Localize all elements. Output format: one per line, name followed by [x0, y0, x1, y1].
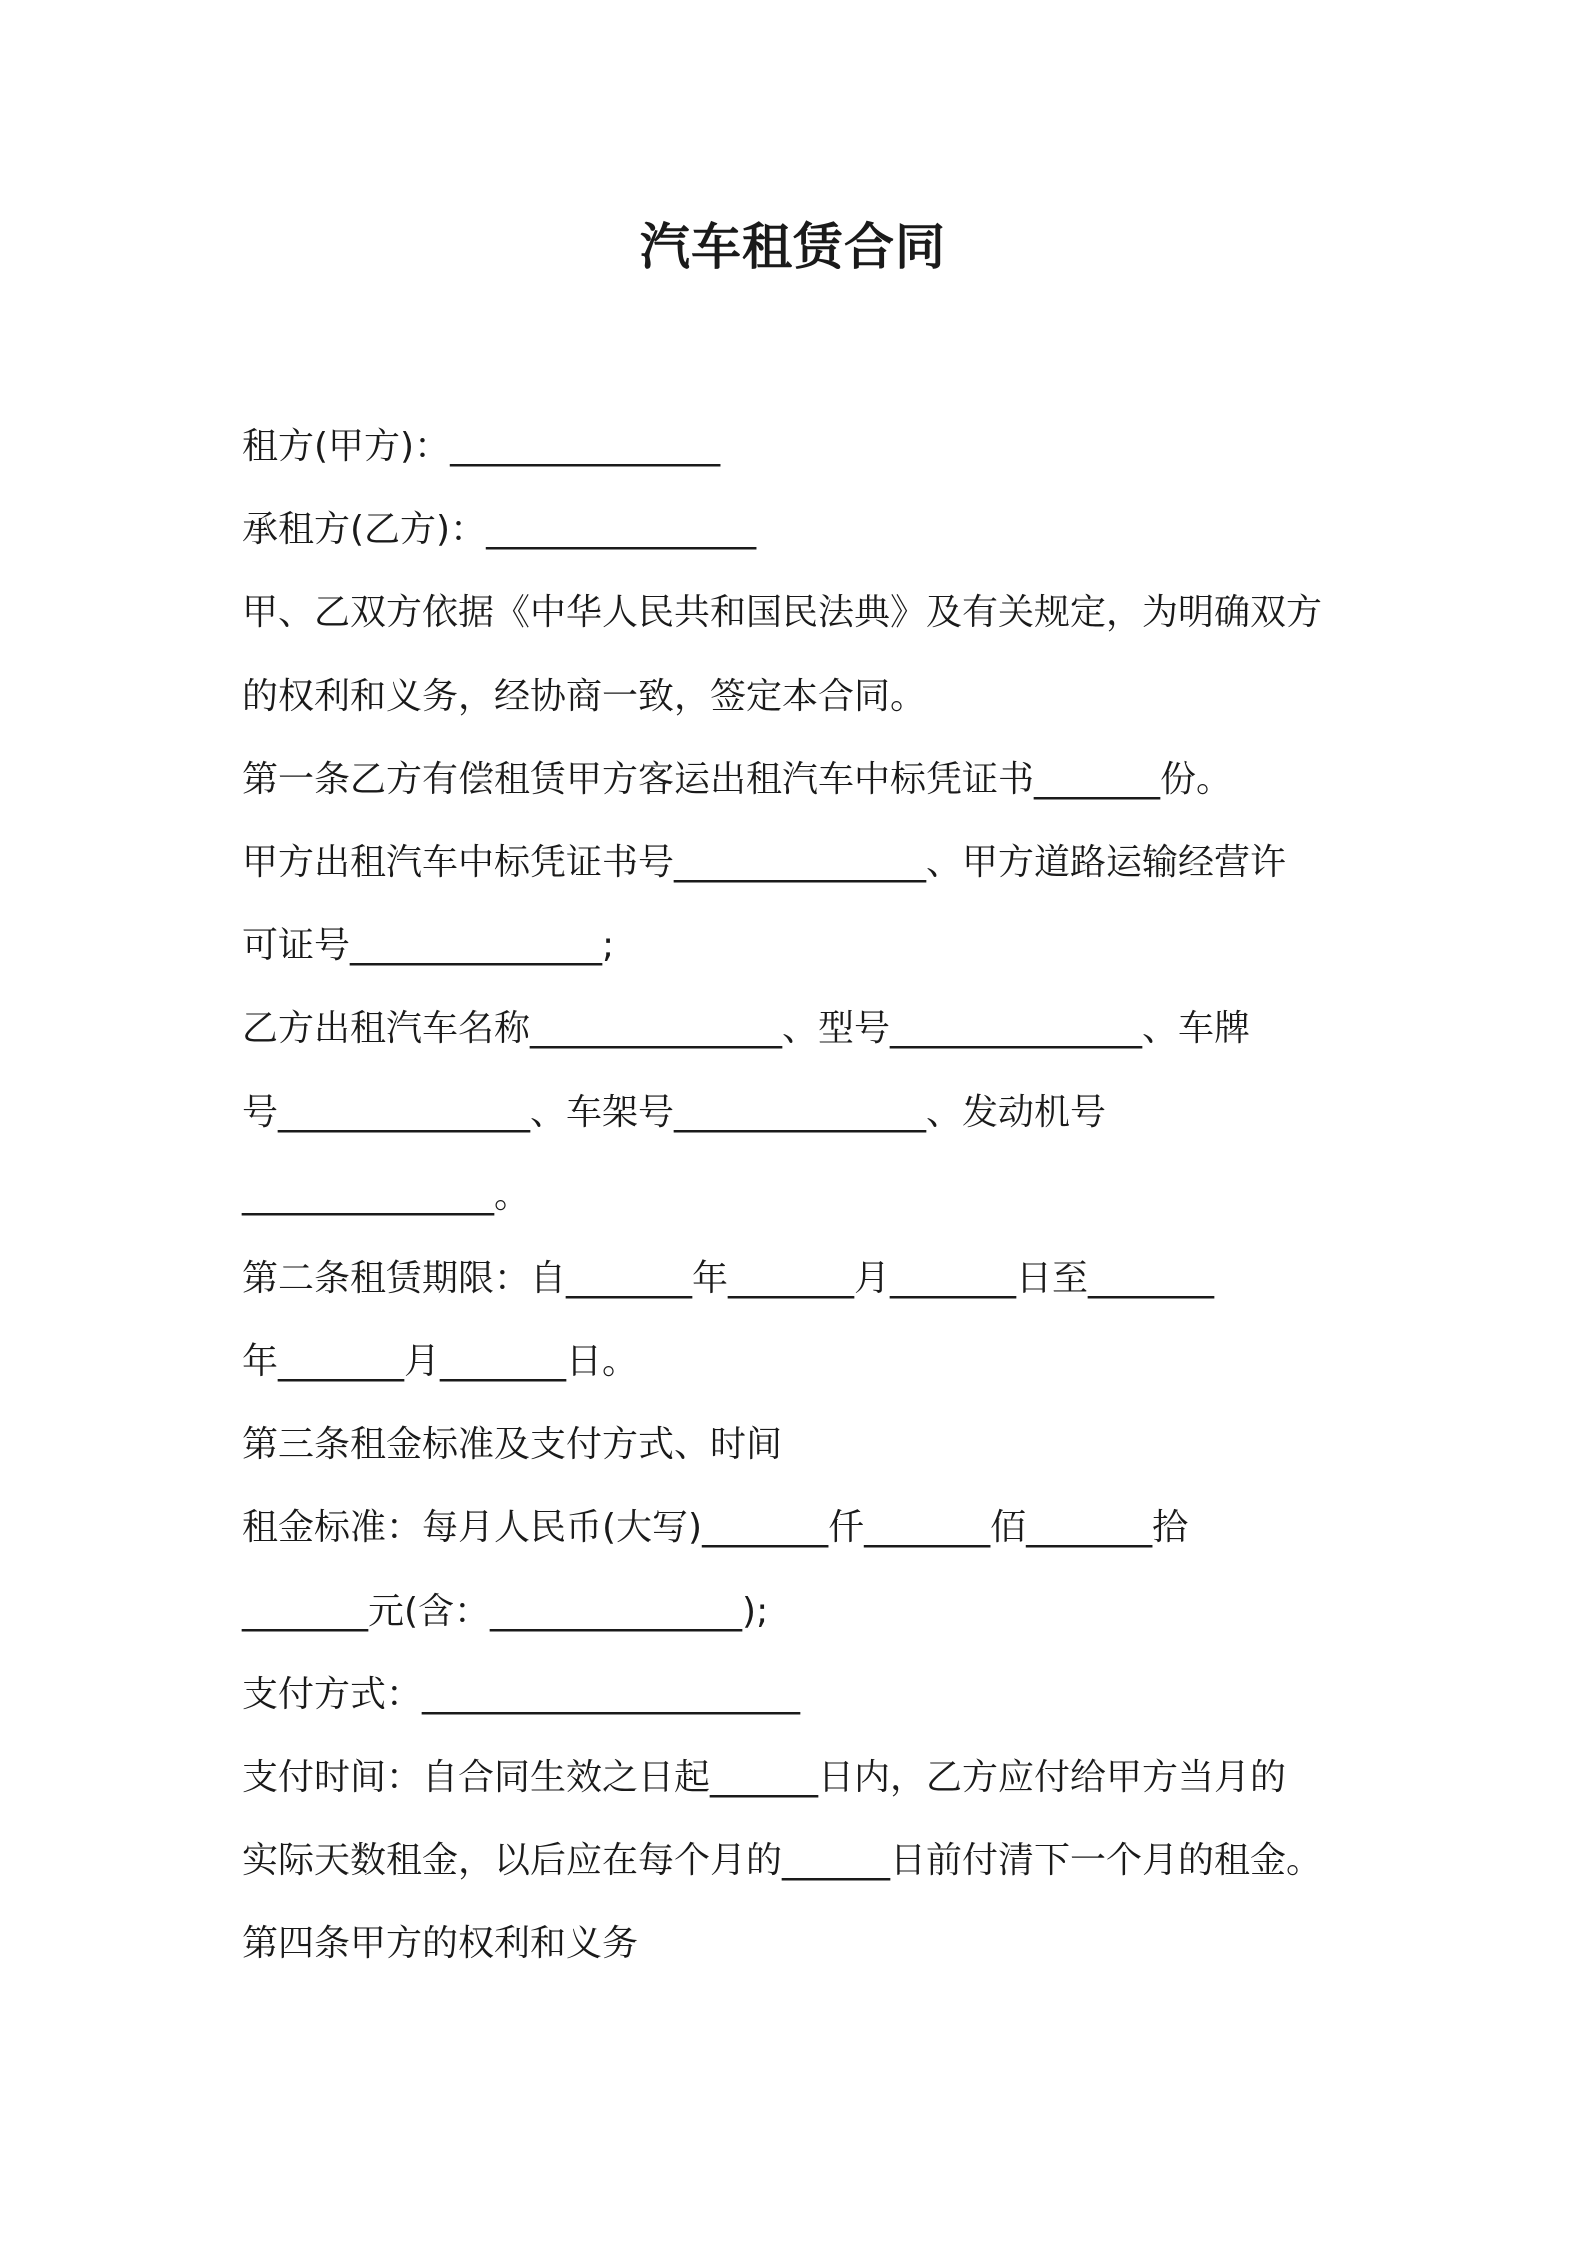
lessor-line: 租方(甲方)：_______________ [242, 426, 721, 467]
article-2-line-1: 第二条租赁期限：自_______年_______月_______日至_______ [242, 1257, 1215, 1299]
payment-time-line-1: 支付时间：自合同生效之日起______日内，乙方应付给甲方当月的 [242, 1757, 1287, 1798]
vehicle-info-line-3: ______________。 [242, 1174, 530, 1216]
article-1-line: 第一条乙方有偿租赁甲方客运出租汽车中标凭证书_______份。 [242, 758, 1233, 800]
article-3-heading: 第三条租金标准及支付方式、时间 [242, 1424, 783, 1466]
article-2-line-2: 年_______月_______日。 [242, 1341, 639, 1383]
vehicle-info-line-2: 号______________、车架号______________、发动机号 [242, 1091, 1107, 1133]
payment-method-line: 支付方式：_____________________ [242, 1673, 801, 1715]
payment-time-line-2: 实际天数租金，以后应在每个月的______日前付清下一个月的租金。 [242, 1840, 1323, 1882]
document-title: 汽车租赁合同 [640, 218, 946, 276]
lessee-line: 承租方(乙方)：_______________ [242, 509, 757, 551]
certificate-number-line-1: 甲方出租汽车中标凭证书号______________、甲方道路运输经营许 [242, 841, 1287, 883]
article-4-heading: 第四条甲方的权利和义务 [242, 1923, 639, 1965]
rent-standard-line-2: _______元(含：______________); [242, 1590, 769, 1632]
certificate-number-line-2: 可证号______________; [242, 925, 615, 967]
preamble-line-1: 甲、乙双方依据《中华人民共和国民法典》及有关规定，为明确双方 [242, 592, 1323, 634]
vehicle-info-line-1: 乙方出租汽车名称______________、型号______________、车牌 [242, 1008, 1251, 1050]
document-body [242, 405, 1372, 1986]
rent-standard-line-1: 租金标准：每月人民币(大写)_______仟_______佰_______拾 [242, 1507, 1189, 1549]
preamble-line-2: 的权利和义务，经协商一致，签定本合同。 [242, 675, 927, 717]
